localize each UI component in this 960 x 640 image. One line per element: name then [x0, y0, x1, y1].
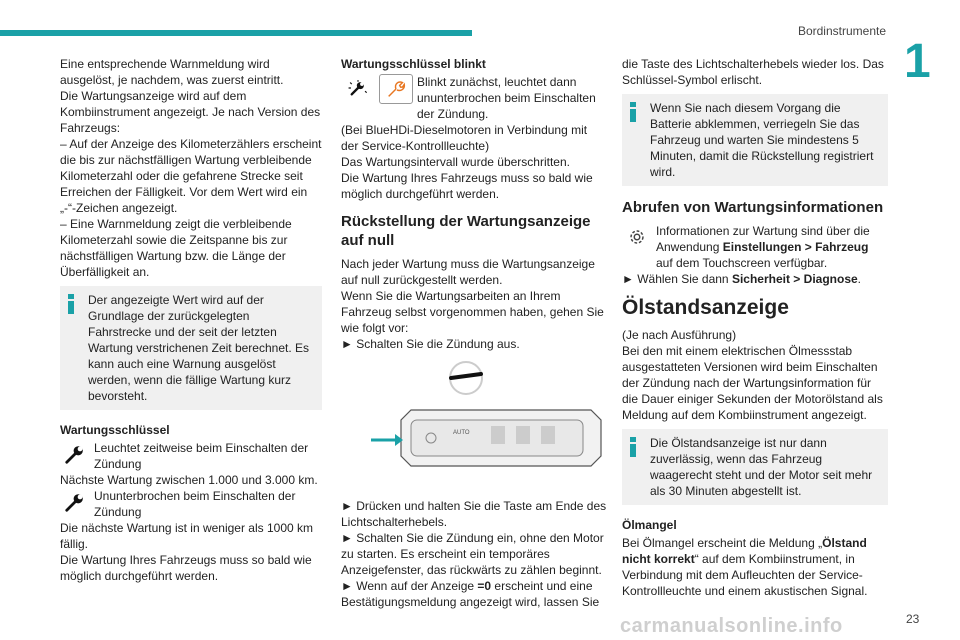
settings-text: Informationen zur Wartung sind über die Anwendung Einstellungen > Fahrzeug auf dem Touchscreen verfügbar. [656, 224, 870, 270]
light-stalk [401, 410, 601, 466]
paragraph: Das Wartungsintervall wurde überschritten. [341, 155, 570, 169]
heading-oelstand: Ölstandsanzeige [622, 296, 789, 319]
paragraph: Wenn Sie die Wartungsarbeiten an Ihrem Fahrzeug selbst vorgenommen haben, gehen Sie wie folgt vor: [341, 289, 604, 335]
column-3 [622, 56, 888, 599]
paragraph: – Auf der Anzeige des Kilometerzählers erscheint die bis zur nächstfälligen Wartung verbleibende Kilometerzahl oder die gefahrene Strecke seit Erreichen der Fälligkeit. Vor dem Wert wird ein „-“-Zeichen angezeigt. [60, 137, 322, 215]
wrench-icon [60, 488, 90, 516]
info-icon [630, 437, 636, 457]
paragraph: Die Wartung Ihres Fahrzeugs muss so bald wie möglich durchgeführt werden. [60, 553, 312, 583]
paragraph: ► Wenn auf der Anzeige =0 erscheint und eine Bestätigungsmeldung angezeigt wird, lassen Sie [341, 579, 600, 609]
heading-abrufen: Abrufen von Wartungsinformationen [622, 199, 884, 216]
wrench-item-text: Ununterbrochen beim Einschalten der Zündung [94, 489, 296, 519]
info-text: Die Ölstandsanzeige ist nur dann zuverlässig, wenn das Fahrzeug waagerecht steht und der Motor seit mehr als 30 Minuten abgestellt ist. [650, 436, 873, 498]
blink-item [341, 74, 607, 122]
gear-icon [622, 223, 652, 251]
info-icon [630, 102, 636, 122]
info-text: Der angezeigte Wert wird auf der Grundlage der zurückgelegten Fahrstrecke und der seit der letzten Wartung verstrichenen Zeit berechnet. Es kann auch eine Warnung ausgelöst werden, wenn die fällige Wartung kurz bevorsteht. [88, 293, 309, 403]
info-text: Wenn Sie nach diesem Vorgang die Batterie abklemmen, verriegeln Sie das Fahrzeug und warten Sie mindestens 5 Minuten, damit die Rückstellung registriert wird. [650, 101, 874, 179]
paragraph: Bei den mit einem elektrischen Ölmessstab ausgestatteten Versionen wird beim Einschalten der Zündung nach der Wartungsinformation für die Dauer einiger Sekunden der Motorölstand als Meldung auf dem Kombiinstrument angezeigt. [622, 344, 883, 422]
paragraph: ► Schalten Sie die Zündung aus. [341, 337, 520, 351]
settings-item [622, 223, 888, 271]
paragraph: Die Wartungsanzeige wird auf dem Kombiinstrument angezeigt. Je nach Version des Fahrzeugs: [60, 89, 321, 135]
paragraph: ► Schalten Sie die Zündung ein, ohne den Motor zu starten. Es erscheint ein temporäres Anzeigefenster, das rückwärts zu zählen beginnt. [341, 531, 604, 577]
heading-oelmangel: Ölmangel [622, 518, 677, 532]
paragraph: Eine entsprechende Warnmeldung wird ausgelöst, je nachdem, was zuerst eintritt. [60, 57, 284, 87]
section-title: Bordinstrumente [797, 24, 886, 38]
wrench-item [60, 488, 322, 520]
heading-wartungsschluessel: Wartungsschlüssel [60, 423, 170, 437]
column-1 [60, 56, 322, 584]
info-icon [68, 294, 74, 314]
paragraph: Die Wartung Ihres Fahrzeugs muss so bald wie möglich durchgeführt werden. [341, 171, 593, 201]
wrench-outline-icon [379, 74, 413, 104]
page-number: 23 [906, 612, 920, 626]
watermark: carmanualsonline.info [620, 615, 843, 637]
header-accent-bar [0, 30, 472, 36]
paragraph: ► Wählen Sie dann Sicherheit > Diagnose. [622, 272, 862, 286]
paragraph: Bei Ölmangel erscheint die Meldung „Ölstand nicht korrekt“ auf dem Kombiinstrument, in Verbindung mit dem Aufleuchten der Service-Kontrollleuchte und einem akustischen Signal. [622, 536, 868, 598]
paragraph: die Taste des Lichtschalterhebels wieder los. Das Schlüssel-Symbol erlischt. [622, 57, 884, 87]
paragraph: (Je nach Ausführung) [622, 328, 737, 342]
column-2 [341, 56, 607, 610]
heading-reset: Rückstellung der Wartungsanzeige auf null [341, 213, 591, 249]
info-box [622, 94, 888, 186]
blinking-wrench-icon [341, 74, 375, 102]
paragraph: (Bei BlueHDi-Dieselmotoren in Verbindung mit der Service-Kontrollleuchte) [341, 123, 588, 153]
heading-wartungsschluessel-blinkt: Wartungsschlüssel blinkt [341, 57, 486, 71]
wrench-item-text: Leuchtet zeitweise beim Einschalten der Zündung [94, 441, 309, 471]
paragraph: ► Drücken und halten Sie die Taste am Ende des Lichtschalterhebels. [341, 499, 607, 529]
paragraph: Die nächste Wartung ist in weniger als 1000 km fällig. [60, 521, 314, 551]
light-stalk-illustration [341, 358, 605, 488]
wrench-icon [60, 440, 90, 468]
paragraph: Nächste Wartung zwischen 1.000 und 3.000 km. [60, 473, 318, 487]
steering-wheel-icon [450, 362, 482, 394]
info-box [622, 429, 888, 505]
paragraph: Nach jeder Wartung muss die Wartungsanzeige auf null zurückgestellt werden. [341, 257, 595, 287]
info-box [60, 286, 322, 410]
svg-text:AUTO: AUTO [453, 430, 470, 436]
chapter-number: 1 [904, 35, 931, 88]
arrow-icon [371, 434, 403, 446]
paragraph: – Eine Warnmeldung zeigt die verbleibende Kilometerzahl sowie die Zeitspanne bis zur nächstfälligen Wartung bzw. die Länge der Überfälligkeit an. [60, 217, 292, 279]
blink-item-text: Blinkt zunächst, leuchtet dann ununterbrochen beim Einschalten der Zündung. [417, 75, 596, 121]
wrench-item [60, 440, 322, 472]
